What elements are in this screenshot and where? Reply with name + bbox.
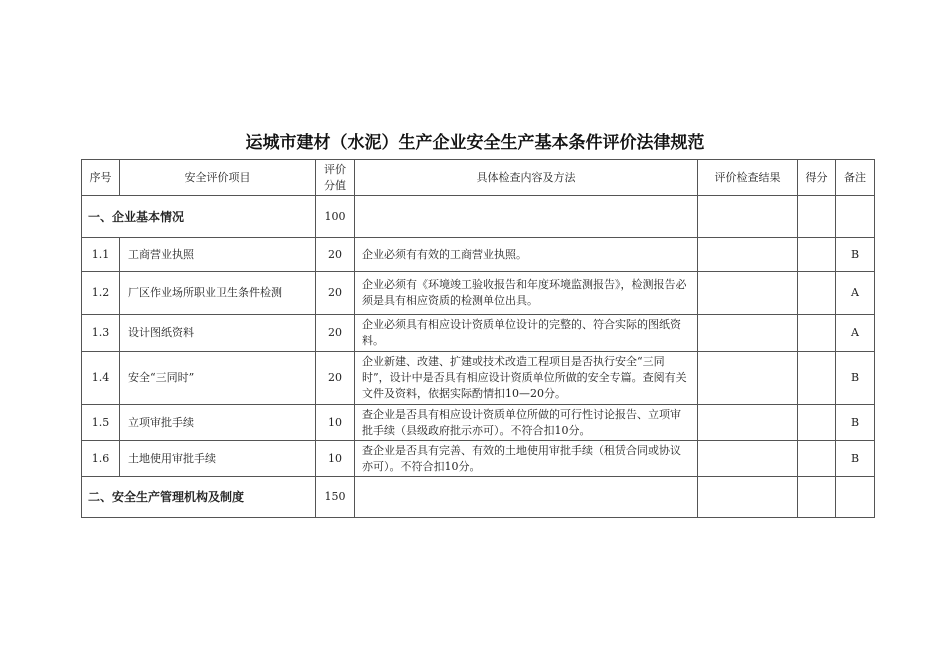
- row-seq: 1.1: [82, 238, 120, 272]
- row-seq: 1.4: [82, 352, 120, 405]
- row-result: [698, 352, 798, 405]
- row-content: 企业必须具有相应设计资质单位设计的完整的、符合实际的图纸资料。: [355, 315, 698, 352]
- row-note: A: [836, 315, 875, 352]
- row-note: B: [836, 405, 875, 441]
- row-score: 20: [316, 315, 355, 352]
- section-row: [82, 196, 875, 238]
- table-row: [82, 441, 875, 477]
- section-score: 100: [316, 196, 355, 238]
- row-score: 20: [316, 238, 355, 272]
- table-row: [82, 238, 875, 272]
- row-note: B: [836, 441, 875, 477]
- header-note: 备注: [836, 160, 875, 196]
- row-score: 10: [316, 441, 355, 477]
- row-content: 查企业是否具有相应设计资质单位所做的可行性讨论报告、立项审批手续（县级政府批示亦可）。不符合扣10分。: [355, 405, 698, 441]
- row-result: [698, 441, 798, 477]
- header-got: 得分: [798, 160, 836, 196]
- row-seq: 1.6: [82, 441, 120, 477]
- header-seq: 序号: [82, 160, 120, 196]
- table-row: [82, 272, 875, 315]
- row-score: 20: [316, 352, 355, 405]
- row-note: A: [836, 272, 875, 315]
- row-content: 企业必须有《环境竣工验收报告和年度环境监测报告》，检测报告必须是具有相应资质的检测单位出具。: [355, 272, 698, 315]
- row-got: [798, 315, 836, 352]
- row-item: 厂区作业场所职业卫生条件检测: [120, 272, 316, 315]
- row-content: 企业新建、改建、扩建或技术改造工程项目是否执行安全“三同时”，设计中是否具有相应设计资质单位所做的安全专篇。查阅有关文件及资料，依据实际酌情扣10—20分。: [355, 352, 698, 405]
- row-result: [698, 405, 798, 441]
- section-label: 一、企业基本情况: [82, 196, 316, 238]
- header-row: [82, 160, 875, 196]
- row-score: 20: [316, 272, 355, 315]
- row-result: [698, 272, 798, 315]
- row-item: 立项审批手续: [120, 405, 316, 441]
- row-got: [798, 238, 836, 272]
- row-result: [698, 315, 798, 352]
- header-result: 评价检查结果: [698, 160, 798, 196]
- row-seq: 1.2: [82, 272, 120, 315]
- document-title: 运城市建材（水泥）生产企业安全生产基本条件评价法律规范: [245, 133, 705, 153]
- row-got: [798, 272, 836, 315]
- header-score: 评价分值: [316, 160, 355, 196]
- row-score: 10: [316, 405, 355, 441]
- row-got: [798, 405, 836, 441]
- row-seq: 1.3: [82, 315, 120, 352]
- section-score: 150: [316, 477, 355, 518]
- row-item: 设计图纸资料: [120, 315, 316, 352]
- table-row: [82, 352, 875, 405]
- evaluation-table: [81, 159, 875, 518]
- row-got: [798, 352, 836, 405]
- table-row: [82, 315, 875, 352]
- row-note: B: [836, 238, 875, 272]
- row-got: [798, 441, 836, 477]
- row-item: 工商营业执照: [120, 238, 316, 272]
- row-item: 安全“三同时”: [120, 352, 316, 405]
- section-row: [82, 477, 875, 518]
- header-content: 具体检查内容及方法: [355, 160, 698, 196]
- section-label: 二、安全生产管理机构及制度: [82, 477, 316, 518]
- row-result: [698, 238, 798, 272]
- row-note: B: [836, 352, 875, 405]
- row-item: 土地使用审批手续: [120, 441, 316, 477]
- table-row: [82, 405, 875, 441]
- row-content: 企业必须有有效的工商营业执照。: [355, 238, 698, 272]
- row-seq: 1.5: [82, 405, 120, 441]
- header-item: 安全评价项目: [120, 160, 316, 196]
- row-content: 查企业是否具有完善、有效的土地使用审批手续（租赁合同或协议亦可）。不符合扣10分。: [355, 441, 698, 477]
